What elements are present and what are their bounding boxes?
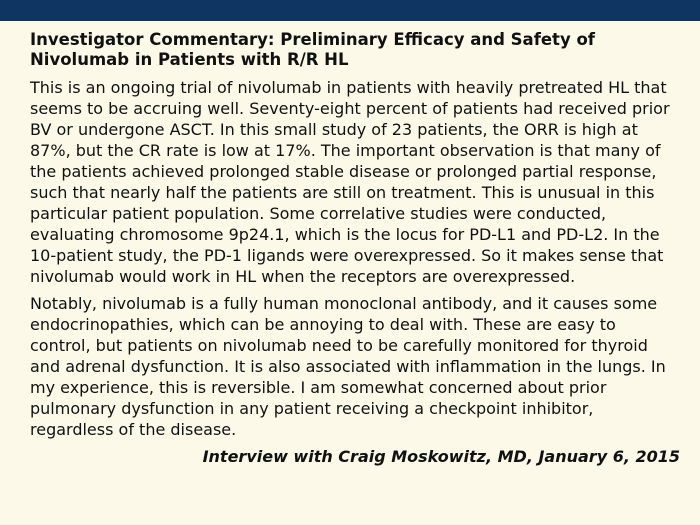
top-banner — [0, 0, 700, 21]
commentary-title — [30, 30, 680, 70]
commentary-content — [30, 30, 680, 467]
commentary-paragraph-2: Notably, nivolumab is a fully human monoclonal antibody, and it causes some endocrinopathies, which can be annoying to deal with. These are easy to control, but patients on nivolumab need to be carefully monitored for thyroid and adrenal dysfunction. It is also associated with inflammation in the lungs. In my experience, this is reversible. I am somewhat concerned about prior pulmonary dysfunction in any patient receiving a checkpoint inhibitor, regardless of the disease. — [30, 294, 666, 439]
commentary-title-line-1: Investigator Commentary: Preliminary Efficacy and Safety of — [30, 30, 595, 49]
commentary-title-line-2: Nivolumab in Patients with R/R HL — [30, 50, 349, 69]
commentary-paragraph-1: This is an ongoing trial of nivolumab in patients with heavily pretreated HL that seems to be accruing well. Seventy-eight percent of patients had received prior BV or undergone ASCT. In this small study of 23 patients, the ORR is high at 87%, but the CR rate is low at 17%. The important observation is that many of the patients achieved prolonged stable disease or prolonged partial response, such that nearly half the patients are still on treatment. This is unusual in this particular patient population. Some correlative studies were conducted, evaluating chromosome 9p24.1, which is the locus for PD-L1 and PD-L2. In the 10-patient study, the PD-1 ligands were overexpressed. So it makes sense that nivolumab would work in HL when the receptors are overexpressed. — [30, 78, 670, 286]
interview-attribution: Interview with Craig Moskowitz, MD, January 6, 2015 — [202, 447, 680, 466]
